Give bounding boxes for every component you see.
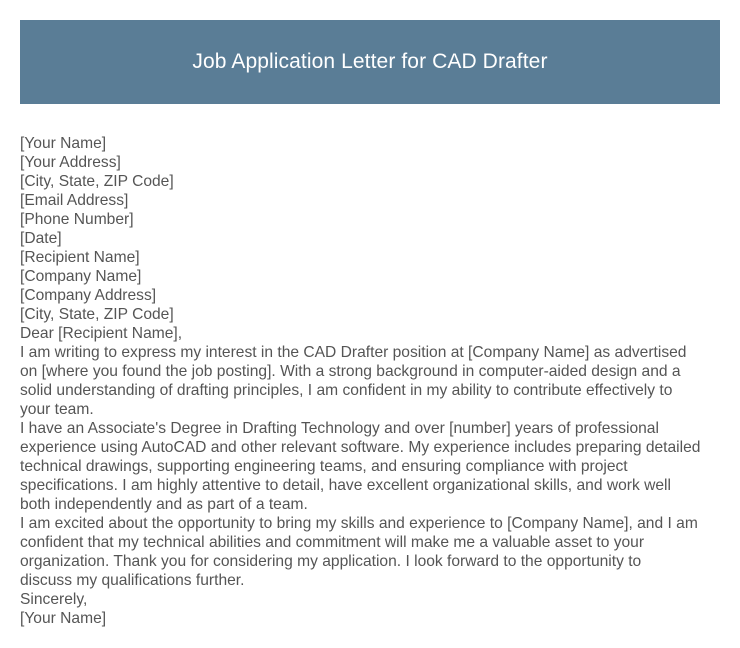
body-paragraph-2 xyxy=(20,419,720,514)
sender-block xyxy=(20,134,720,248)
sender-phone: [Phone Number] xyxy=(20,211,134,228)
paragraph-line: on [where you found the job posting]. With a strong background in computer-aided design and a xyxy=(20,363,681,380)
letter-date: [Date] xyxy=(20,230,62,247)
paragraph-line: confident that my technical abilities and commitment will make me a valuable asset to your xyxy=(20,534,645,551)
recipient-company-address: [Company Address] xyxy=(20,287,157,304)
recipient-company: [Company Name] xyxy=(20,268,142,285)
recipient-block xyxy=(20,248,720,324)
salutation: Dear [Recipient Name], xyxy=(20,325,183,342)
body-paragraph-3 xyxy=(20,514,720,590)
paragraph-line: organization. Thank you for considering my application. I look forward to the opportunity to xyxy=(20,553,642,570)
body-paragraph-1 xyxy=(20,343,720,419)
closing: Sincerely, xyxy=(20,591,88,608)
letter-body xyxy=(20,134,720,628)
recipient-city-state-zip: [City, State, ZIP Code] xyxy=(20,306,174,323)
paragraph-line: solid understanding of drafting principles, I am confident in my ability to contribute effectively to xyxy=(20,382,673,399)
paragraph-line: I am writing to express my interest in the CAD Drafter position at [Company Name] as advertised xyxy=(20,344,687,361)
paragraph-line: your team. xyxy=(20,401,94,418)
paragraph-line: technical drawings, supporting engineering teams, and ensuring compliance with project xyxy=(20,458,628,475)
sender-city-state-zip: [City, State, ZIP Code] xyxy=(20,173,174,190)
paragraph-line: I am excited about the opportunity to bring my skills and experience to [Company Name], and I am xyxy=(20,515,698,532)
paragraph-line: specifications. I am highly attentive to detail, have excellent organizational skills, and work well xyxy=(20,477,671,494)
letter-header-banner xyxy=(20,20,720,104)
sender-address: [Your Address] xyxy=(20,154,121,171)
paragraph-line: I have an Associate's Degree in Drafting Technology and over [number] years of professional xyxy=(20,420,659,437)
paragraph-line: experience using AutoCAD and other relevant software. My experience includes preparing detailed xyxy=(20,439,701,456)
recipient-name: [Recipient Name] xyxy=(20,249,140,266)
page-title: Job Application Letter for CAD Drafter xyxy=(192,50,548,73)
sender-name: [Your Name] xyxy=(20,135,107,152)
paragraph-line: both independently and as part of a team. xyxy=(20,496,308,513)
sender-email: [Email Address] xyxy=(20,192,129,209)
signature: [Your Name] xyxy=(20,610,107,627)
paragraph-line: discuss my qualifications further. xyxy=(20,572,245,589)
